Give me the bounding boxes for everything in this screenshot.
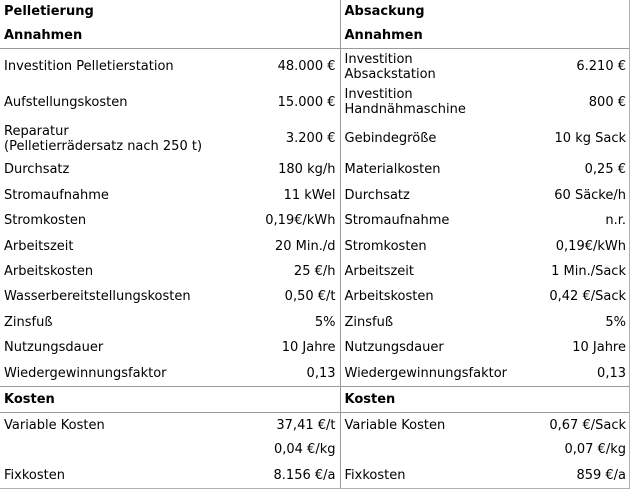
right-row-label: Investition Absackstation — [344, 51, 436, 82]
left-row-label: Reparatur (Pelletierrädersatz nach 250 t) — [4, 123, 203, 154]
left-row-label: Wasserbereitstellungskosten — [4, 289, 191, 305]
left-row-value: 5% — [205, 310, 340, 335]
right-row-label: Materialkosten — [344, 162, 441, 178]
right-row-label: Stromaufnahme — [344, 213, 450, 229]
right-row-label: Wiedergewinnungsfaktor — [340, 361, 515, 386]
right-row-value: 1 Min./Sack — [551, 263, 626, 279]
left-row-label: Wiedergewinnungsfaktor — [0, 361, 205, 386]
right-annahmen-heading: Annahmen — [340, 22, 515, 48]
left-row-value: 0,50 €/t — [205, 284, 340, 309]
table-row — [0, 437, 630, 461]
right-row-value: 60 Säcke/h — [554, 187, 626, 203]
right-row-value: 0,13 — [515, 361, 630, 386]
right-row-value: n.r. — [605, 213, 626, 229]
left-row-label: Investition Pelletierstation — [4, 59, 174, 75]
left-section-title: Pelletierung — [4, 3, 94, 19]
left-fix-label: Fixkosten — [4, 467, 65, 483]
right-row-value: 10 Jahre — [572, 340, 626, 356]
right-row-value: 0,42 €/Sack — [549, 289, 626, 305]
table-row — [0, 259, 630, 284]
right-row-value: 800 € — [588, 94, 626, 110]
table-row — [0, 335, 630, 360]
left-variable-label: Variable Kosten — [4, 417, 105, 433]
left-row-label: Stromaufnahme — [4, 187, 109, 203]
table-row — [0, 361, 630, 386]
table-row — [0, 208, 630, 233]
right-fix-label: Fixkosten — [344, 467, 406, 483]
left-row-value: 180 kg/h — [205, 157, 340, 182]
left-row-value: 25 €/h — [205, 259, 340, 284]
right-row-label: Stromkosten — [344, 238, 427, 254]
left-kosten-heading: Kosten — [0, 386, 205, 412]
left-row-value: 48.000 € — [205, 49, 340, 85]
left-fix-value: 8.156 €/a — [205, 461, 340, 489]
left-row-label: Durchsatz — [4, 162, 70, 178]
table-row — [0, 233, 630, 258]
left-row-label: Arbeitszeit — [4, 238, 74, 254]
right-variable-value: 0,67 €/Sack — [549, 417, 626, 433]
right-fix-value: 859 €/a — [576, 467, 626, 483]
left-row-value: 15.000 € — [205, 85, 340, 121]
table-row — [0, 284, 630, 309]
table-row — [0, 182, 630, 207]
right-row-label: Gebindegröße — [344, 131, 437, 147]
left-row-value: 0,19€/kWh — [205, 208, 340, 233]
left-row-value: 10 Jahre — [205, 335, 340, 360]
left-variable-value: 37,41 €/t — [205, 413, 340, 437]
right-row-value: 0,25 € — [584, 162, 626, 178]
right-row-label: Investition Handnähmaschine — [344, 87, 466, 118]
left-row-value: 3.200 € — [205, 120, 340, 157]
table-row — [0, 461, 630, 489]
right-row-value: 0,19€/kWh — [555, 238, 626, 254]
left-annahmen-heading: Annahmen — [0, 22, 205, 48]
left-row-value: 0,13 — [205, 361, 340, 386]
right-row-label: Arbeitszeit — [344, 263, 415, 279]
left-row-label: Zinsfuß — [4, 314, 53, 330]
left-row-value: 11 kWel — [205, 182, 340, 207]
left-row-label: Aufstellungskosten — [4, 94, 128, 110]
left-row-label: Stromkosten — [4, 213, 87, 229]
right-row-label: Durchsatz — [344, 187, 410, 203]
left-row-value: 20 Min./d — [205, 233, 340, 258]
left-row-label: Arbeitskosten — [4, 263, 94, 279]
right-section-title: Absackung — [344, 3, 425, 19]
table-row — [0, 413, 630, 437]
table-row — [0, 120, 630, 157]
table-row — [0, 157, 630, 182]
right-row-value: 10 kg Sack — [554, 131, 626, 147]
right-row-label: Zinsfuß — [344, 314, 394, 330]
right-kosten-heading: Kosten — [340, 386, 515, 412]
right-row-label: Arbeitskosten — [344, 289, 434, 305]
left-variable-value-per-kg: 0,04 €/kg — [205, 437, 340, 461]
right-row-value: 6.210 € — [576, 59, 626, 75]
right-variable-label: Variable Kosten — [344, 417, 446, 433]
left-row-label: Nutzungsdauer — [4, 340, 104, 356]
table-row — [0, 310, 630, 335]
right-variable-value-per-kg: 0,07 €/kg — [564, 441, 626, 457]
table-row — [0, 85, 630, 121]
right-row-value: 5% — [605, 314, 626, 330]
table-row — [0, 49, 630, 85]
right-row-label: Nutzungsdauer — [344, 340, 444, 356]
